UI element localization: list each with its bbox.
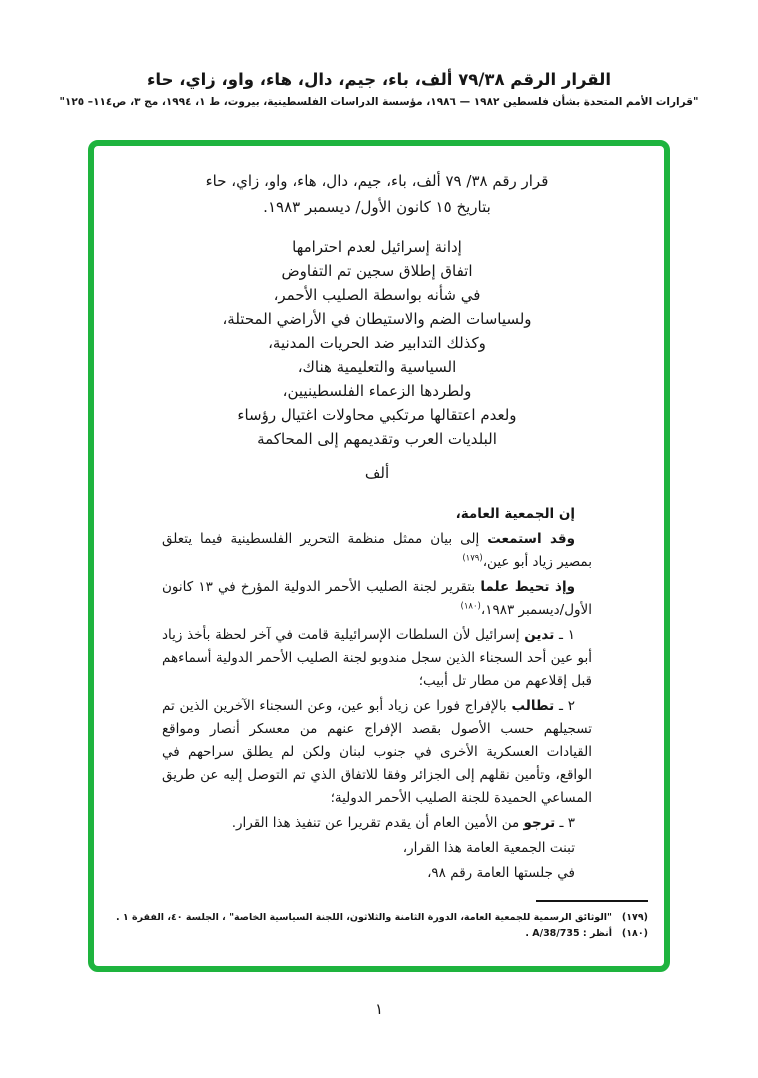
body-paragraph <box>162 837 592 860</box>
paragraph-text: بتقرير لجنة الصليب الأحمر الدولية المؤرخ في ١٣ كانون الأول/ديسمبر ١٩٨٣، <box>162 579 592 618</box>
paragraph-text: تبنت الجمعية العامة هذا القرار، <box>402 840 575 856</box>
paragraph-leadin: إن الجمعية العامة، <box>455 506 575 522</box>
footnote-reference: (١٧٩) <box>462 553 483 564</box>
paragraph-text: ١ ـ <box>554 627 575 643</box>
footnote-area <box>104 900 648 942</box>
paragraph-text: في جلستها العامة رقم ٩٨، <box>427 865 575 881</box>
footnote-reference: (١٨٠) <box>460 601 481 612</box>
resolution-body <box>162 503 592 885</box>
resolution-box <box>88 140 670 972</box>
section-heading-alif: ألف <box>364 464 390 482</box>
resolution-title-line: وكذلك التدابير ضد الحريات المدنية، <box>268 334 486 352</box>
resolution-title-line: إدانة إسرائيل لعدم احترامها <box>292 238 462 256</box>
paragraph-text: من الأمين العام أن يقدم تقريرا عن تنفيذ هذا القرار. <box>231 815 524 831</box>
body-paragraph <box>162 576 592 622</box>
resolution-title-line: في شأنه بواسطة الصليب الأحمر، <box>273 286 481 304</box>
footnote-number: (١٧٩) <box>621 912 648 923</box>
footnote-item <box>104 910 648 926</box>
body-paragraph <box>162 503 592 526</box>
page-number: ١ <box>374 1000 384 1018</box>
resolution-title-line: اتفاق إطلاق سجين تم التفاوض <box>281 262 473 280</box>
resolution-date-line: بتاريخ ١٥ كانون الأول/ ديسمبر ١٩٨٣. <box>263 198 491 216</box>
paragraph-leadin: تدين <box>524 627 555 643</box>
resolution-title-line: البلديات العرب وتقديمهم إلى المحاكمة <box>257 430 497 448</box>
body-paragraph <box>162 812 592 835</box>
footnote-text: أنظر : A/38/735 . <box>525 928 612 939</box>
resolution-number-heading <box>162 158 592 220</box>
paragraph-leadin: ترجو <box>523 815 556 831</box>
footnote-separator-rule <box>536 900 648 902</box>
footnote-number: (١٨٠) <box>621 928 648 939</box>
body-paragraph <box>162 862 592 885</box>
resolution-content <box>94 146 664 885</box>
footnote-text: "الوثائق الرسمية للجمعية العامة، الدورة الثامنة والثلاثون، اللجنة السياسية الخاصة" ، الجلسة ٤٠، الفقرة ١ . <box>116 912 612 923</box>
resolution-title-line: ولعدم اعتقالها مرتكبي محاولات اغتيال رؤساء <box>237 406 517 424</box>
page-header <box>0 0 758 108</box>
paragraph-text: إسرائيل لأن السلطات الإسرائيلية قامت في آخر لحظة بأخذ زياد أبو عين أحد السجناء الذين سجل مندوبو لجنة الصليب الأحمر الدولية أسماءهم قبل إقلاعهم من مطار تل أبيب؛ <box>162 627 592 689</box>
paragraph-text: بالإفراج فورا عن زياد أبو عين، وعن السجناء الآخرين الذين تم تسجيلهم حسب الأصول بقصد الإفراج عنهم من معسكر أنصار ومواقع القيادات العسكرية الأخرى في جنوب لبنان ولكن لم يطلق سراحهم في الواقع، وتأمين نقلهم إلى الجزائر وفقا للاتفاق الذي تم التوصل إليه عن طريق المساعي الحميدة للجنة الصليب الأحمر الدولية؛ <box>162 698 592 806</box>
body-paragraph <box>162 624 592 693</box>
resolution-title-line: السياسية والتعليمية هناك، <box>297 358 457 376</box>
resolution-title-line: ولطردها الزعماء الفلسطينيين، <box>282 382 472 400</box>
paragraph-text: ٣ ـ <box>555 815 575 831</box>
resolution-title-block <box>162 235 592 451</box>
paragraph-leadin: تطالب <box>511 698 555 714</box>
paragraph-leadin: وإذ تحيط علما <box>480 579 575 595</box>
resolution-number-line: قرار رقم ٣٨/ ٧٩ ألف، باء، جيم، دال، هاء، واو، زاي، حاء <box>205 172 549 190</box>
body-paragraph <box>162 695 592 810</box>
paragraph-text: ٢ ـ <box>554 698 575 714</box>
footnote-list <box>104 910 648 942</box>
paragraph-text: إلى بيان ممثل منظمة التحرير الفلسطينية فيما يتعلق بمصير زياد أبو عين، <box>162 531 592 570</box>
document-source: "قرارات الأمم المتحدة بشأن فلسطين ١٩٨٢ — ١٩٨٦، مؤسسة الدراسات الفلسطينية، بيروت، ط ١، ١٩٩٤، مج ٣، ص١١٤– ١٢٥" <box>59 96 699 108</box>
resolution-title-line: ولسياسات الضم والاستيطان في الأراضي المحتلة، <box>222 310 532 328</box>
paragraph-leadin: وقد استمعت <box>487 531 576 547</box>
document-title: القرار الرقم ٧٩/٣٨ ألف، باء، جيم، دال، هاء، واو، زاي، حاء <box>146 70 612 89</box>
footnote-item <box>104 926 648 942</box>
body-paragraph <box>162 528 592 574</box>
